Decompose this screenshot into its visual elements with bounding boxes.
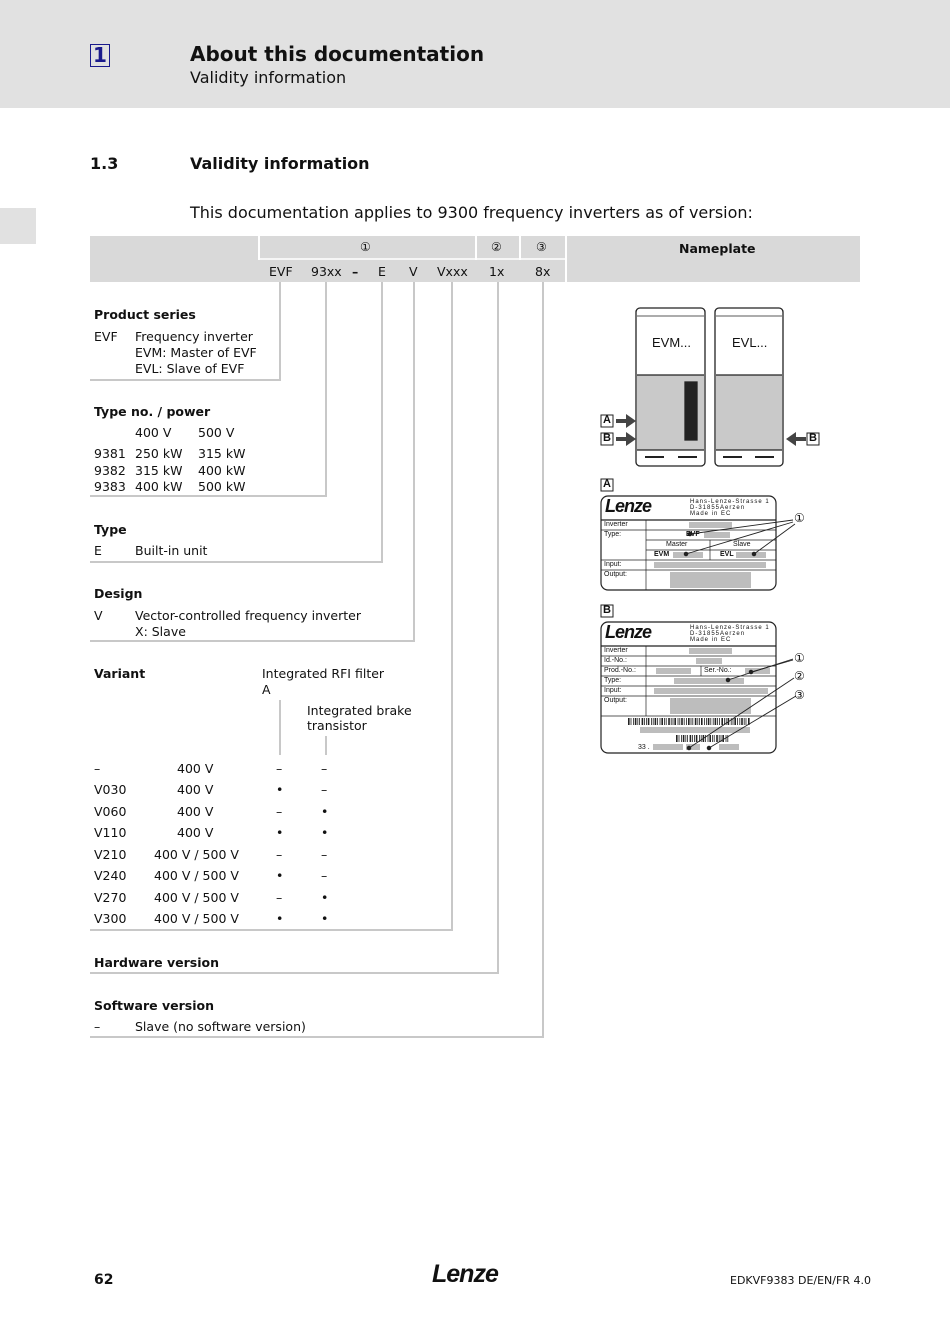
plate-b-serial: 33 .: [638, 744, 650, 751]
brake-transistor-label: Integrated brake: [307, 703, 412, 718]
type-heading: Type: [94, 522, 127, 537]
brake-transistor-label: transistor: [307, 718, 367, 733]
variant-voltage: 400 V: [177, 804, 214, 819]
code-93xx: 93xx: [311, 264, 342, 279]
section-intro: This documentation applies to 9300 frequency inverters as of version:: [190, 203, 753, 222]
callout-1: ①: [794, 651, 805, 665]
variant-heading: Variant: [94, 666, 146, 681]
type-power-500: 500 kW: [198, 479, 246, 494]
variant-rfi: –: [276, 847, 283, 862]
plate-b-output: Output:: [604, 697, 627, 704]
type-power-type: 9381: [94, 446, 126, 461]
variant-voltage: 400 V: [177, 825, 214, 840]
product-series-line: EVL: Slave of EVF: [135, 361, 245, 376]
plate-a-slave: Slave: [733, 541, 751, 548]
design-code: V: [94, 608, 103, 623]
variant-code: V240: [94, 868, 127, 883]
marker-3: ③: [536, 240, 547, 254]
plate-a-inverter: Inverter: [604, 521, 628, 528]
variant-code: V270: [94, 890, 127, 905]
type-power-col-500: 500 V: [198, 425, 235, 440]
rfi-filter-label: A: [262, 682, 271, 697]
type-power-500: 400 kW: [198, 463, 246, 478]
variant-code: V030: [94, 782, 127, 797]
type-power-heading: Type no. / power: [94, 404, 211, 419]
code-dash: –: [352, 264, 359, 279]
code-e: E: [378, 264, 386, 279]
variant-brake: •: [321, 825, 329, 840]
software-version-heading: Software version: [94, 998, 214, 1013]
variant-brake: •: [321, 890, 329, 905]
plate-a-address: Hans-Lenze-Strasse 1: [690, 499, 770, 505]
plate-a-master: Master: [666, 541, 688, 548]
variant-rfi: –: [276, 890, 283, 905]
callout-2: ②: [794, 669, 805, 683]
plate-a-input: Input:: [604, 561, 622, 568]
variant-brake: –: [321, 761, 328, 776]
design-line: X: Slave: [135, 624, 186, 639]
type-power-type: 9382: [94, 463, 126, 478]
variant-rfi: •: [276, 782, 284, 797]
lenze-logo: Lenze: [432, 1260, 498, 1288]
unit-evl-label: EVL...: [732, 335, 768, 350]
section-number: 1.3: [90, 154, 119, 173]
variant-code: V060: [94, 804, 127, 819]
product-series-code: EVF: [94, 329, 118, 344]
variant-brake: –: [321, 782, 328, 797]
variant-code: V210: [94, 847, 127, 862]
variant-voltage: 400 V: [177, 761, 214, 776]
variant-voltage: 400 V: [177, 782, 214, 797]
variant-rfi: •: [276, 825, 284, 840]
product-series-heading: Product series: [94, 307, 196, 322]
chapter-subtitle: Validity information: [190, 68, 347, 87]
variant-rfi: •: [276, 868, 284, 883]
callout-1: ①: [794, 511, 805, 525]
software-version-code: –: [94, 1019, 101, 1034]
plate-a-output: Output:: [604, 571, 627, 578]
product-series-line: Frequency inverter: [135, 329, 253, 344]
variant-code: V300: [94, 911, 127, 926]
plate-a-address: D-31855Aerzen: [690, 505, 746, 511]
callout-3: ③: [794, 688, 805, 702]
arrow-label-a: A: [603, 414, 611, 426]
section-title: Validity information: [190, 154, 370, 173]
variant-rfi: •: [276, 911, 284, 926]
code-8x: 8x: [535, 264, 551, 279]
unit-evm-label: EVM...: [652, 335, 692, 350]
chapter-title: About this documentation: [190, 42, 485, 66]
plate-b-inverter: Inverter: [604, 647, 628, 654]
page-number: 62: [94, 1272, 114, 1288]
design-line: Vector-controlled frequency inverter: [135, 608, 361, 623]
document-reference: EDKVF9383 DE/EN/FR 4.0: [730, 1274, 871, 1287]
plate-b-logo: Lenze: [605, 622, 652, 642]
nameplate-label: Nameplate: [679, 241, 756, 256]
type-power-500: 315 kW: [198, 446, 246, 461]
arrow-label-b: B: [603, 432, 611, 444]
plate-b-prod-no: Prod.-No.:: [604, 667, 636, 674]
unit-evl: [715, 308, 783, 466]
code-1x: 1x: [489, 264, 505, 279]
variant-rfi: –: [276, 804, 283, 819]
plate-a-address: Made in EC: [690, 511, 732, 517]
plate-a-tag: A: [603, 478, 611, 490]
type-power-type: 9383: [94, 479, 126, 494]
plate-a-type: Type:: [604, 531, 622, 538]
plate-a-evm: EVM: [654, 551, 670, 558]
code-v: V: [409, 264, 418, 279]
plate-a-evf: EVF: [686, 531, 700, 538]
plate-b-address: D-31855Aerzen: [690, 631, 746, 637]
code-vxxx: Vxxx: [437, 264, 468, 279]
software-version-text: Slave (no software version): [135, 1019, 306, 1034]
plate-b-address: Made in EC: [690, 637, 732, 643]
product-series-line: EVM: Master of EVF: [135, 345, 257, 360]
variant-voltage: 400 V / 500 V: [154, 868, 239, 883]
plate-b-input: Input:: [604, 687, 622, 694]
hardware-version-heading: Hardware version: [94, 955, 219, 970]
plate-a-evl: EVL: [720, 551, 734, 558]
variant-brake: –: [321, 847, 328, 862]
variant-code: V110: [94, 825, 127, 840]
chapter-number: 1: [90, 44, 110, 67]
rfi-filter-label: Integrated RFI filter: [262, 666, 385, 681]
variant-brake: •: [321, 911, 329, 926]
plate-b-ser-no: Ser.-No.:: [704, 667, 732, 674]
arrow-label-b-right: B: [809, 432, 817, 444]
plate-b-tag: B: [603, 604, 611, 616]
type-power-400: 400 kW: [135, 479, 183, 494]
type-power-400: 250 kW: [135, 446, 183, 461]
marker-2: ②: [491, 240, 502, 254]
type-code: E: [94, 543, 102, 558]
design-heading: Design: [94, 586, 143, 601]
variant-code: –: [94, 761, 101, 776]
plate-b-address: Hans-Lenze-Strasse 1: [690, 625, 770, 631]
type-text: Built-in unit: [135, 543, 208, 558]
variant-voltage: 400 V / 500 V: [154, 890, 239, 905]
plate-a-logo: Lenze: [605, 496, 652, 516]
unit-evm: [636, 308, 705, 466]
variant-rfi: –: [276, 761, 283, 776]
code-evf: EVF: [269, 264, 293, 279]
type-power-col-400: 400 V: [135, 425, 172, 440]
variant-brake: •: [321, 804, 329, 819]
variant-brake: –: [321, 868, 328, 883]
type-power-400: 315 kW: [135, 463, 183, 478]
plate-b-id-no: Id.-No.:: [604, 657, 627, 664]
plate-b-type: Type:: [604, 677, 622, 684]
marker-1: ①: [360, 240, 371, 254]
variant-voltage: 400 V / 500 V: [154, 847, 239, 862]
variant-voltage: 400 V / 500 V: [154, 911, 239, 926]
